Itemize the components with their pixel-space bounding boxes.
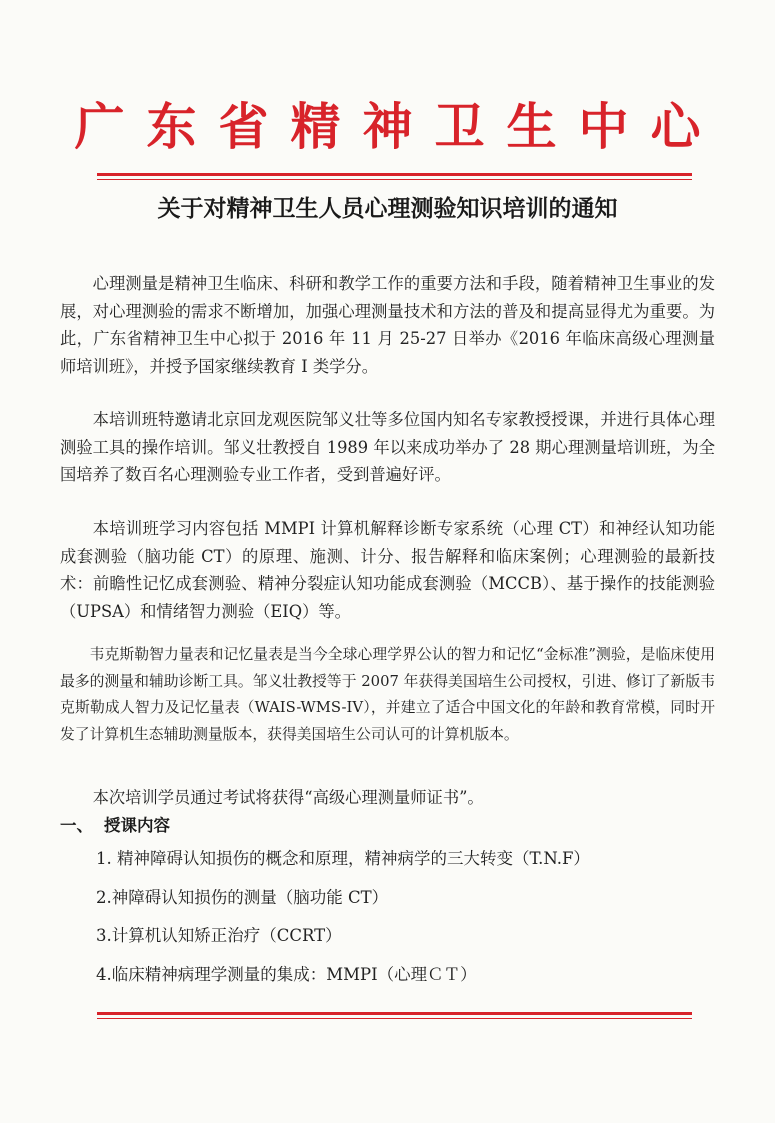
footer-divider (97, 1012, 692, 1019)
paragraph-content: 本培训班学习内容包括 MMPI 计算机解释诊断专家系统（心理 CT）和神经认知功能成套测验（脑功能 CT）的原理、施测、计分、报告解释和临床案例；心理测验的最新技术：前瞻性记忆成套测验、精神分裂症认知功能成套测验（MCCB）、基于操作的技能测验（UPSA）和情绪智力测验（EIQ）等。 (60, 519, 715, 621)
course-item: 1. 精神障碍认知损伤的概念和原理，精神病学的三大转变（T.N.F） (96, 849, 590, 868)
paragraph-wechsler: 韦克斯勒智力量表和记忆量表是当今全球心理学界公认的智力和记忆“金标准”测验，是临床使用最多的测量和辅助诊断工具。邹义壮教授等于 2007 年获得美国培生公司授权，引进、修订了新版韦克斯勒成人智力及记忆量表（WAIS-WMS-IV），并建立了适合中国文化的年龄和教育常模，同时开发了计算机生态辅助测量版本，获得美国培生公司认可的计算机版本。 (60, 646, 715, 743)
paragraph-experts: 本培训班特邀请北京回龙观医院邹义壮等多位国内知名专家教授授课，并进行具体心理测验工具的操作培训。邹义壮教授自 1989 年以来成功举办了 28 期心理测量培训班，为全国培养了数百名心理测验专业工作者，受到普遍好评。 (60, 410, 715, 484)
course-item: 4.临床精神病理学测量的集成：MMPI（心理ＣＴ） (96, 964, 477, 984)
organization-name: 广东省精神卫生中心 (74, 97, 723, 156)
footer-divider-thin-line (97, 1018, 692, 1019)
course-item: 3.计算机认知矫正治疗（CCRT） (96, 926, 342, 945)
course-item: 2.神障碍认知损伤的测量（脑功能 CT） (96, 887, 389, 907)
notice-title: 关于对精神卫生人员心理测验知识培训的通知 (157, 196, 618, 222)
paragraph-intro: 心理测量是精神卫生临床、科研和教学工作的重要方法和手段，随着精神卫生事业的发展，对心理测验的需求不断增加，加强心理测量技术和方法的普及和提高显得尤为重要。为此，广东省精神卫生中心拟于 2016 年 11 月 25-27 日举办《2016 年临床高级心理测量师培训班》，并授予国家继续教育 I 类学分。 (60, 274, 715, 376)
header-divider (97, 173, 692, 180)
section-title: 授课内容 (104, 816, 170, 835)
course-list (96, 846, 716, 1000)
section-heading-courses (60, 812, 170, 839)
header-divider-thick-line (97, 173, 692, 176)
header-divider-thin-line (97, 179, 692, 180)
footer-divider-thick-line (97, 1012, 692, 1015)
section-number: 一、 (60, 816, 93, 835)
paragraph-certificate: 本次培训学员通过考试将获得“高级心理测量师证书”。 (92, 788, 484, 807)
